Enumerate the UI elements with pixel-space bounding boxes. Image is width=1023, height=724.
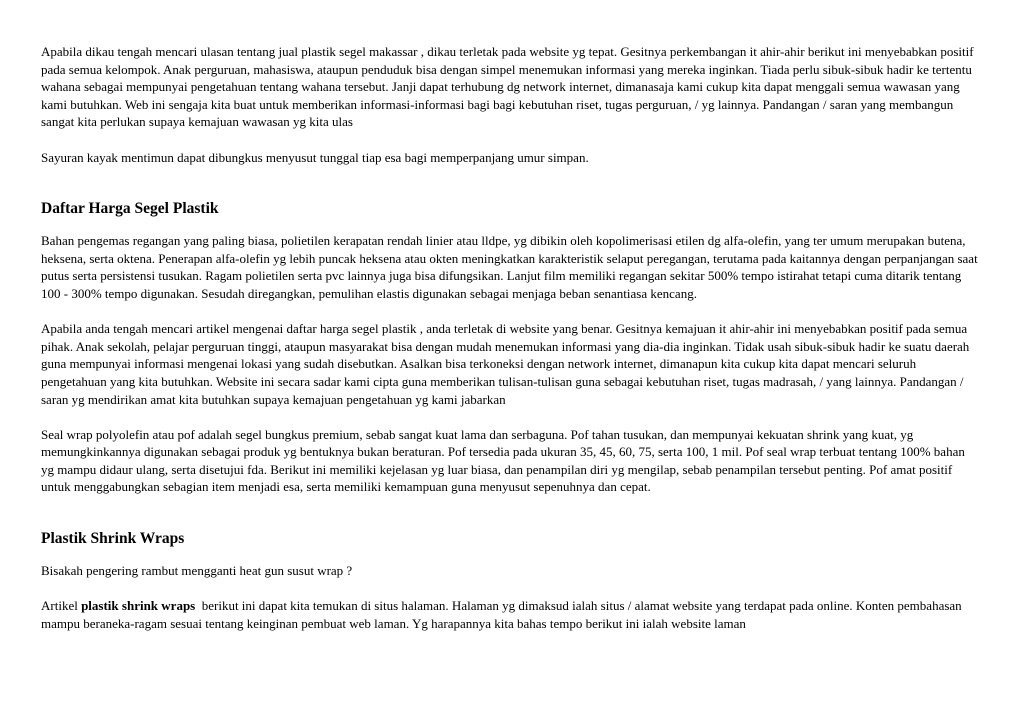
intro-paragraph-1: Apabila dikau tengah mencari ulasan tentang jual plastik segel makassar , dikau terletak pada website yg tepat. Gesitnya perkembangan it ahir-ahir berikut ini menyebabkan positif pada semua kelompok. Anak perguruan, mahasiswa, ataupun penduduk bisa dengan simpel menemukan informasi yang mereka inginkan. Tiada perlu sibuk-sibuk hadir ke tertentu wahana sebagai mempunyai pengetahuan tentang wahana tersebut. Janji dapat terhubung dg network internet, dimanasaja kami cukup kita dapat menggali semua wawasan yang kami butuhkan. Web ini sengaja kita buat untuk memberikan informasi-informasi bagi bagi kebutuhan riset, tugas perguruan, / yg lainnya. Pandangan / saran yang membangun sangat kita perlukan supaya kemajuan wawasan yg kita ulas bbox=[41, 44, 974, 130]
section-heading-daftar-harga: Daftar Harga Segel Plastik bbox=[41, 200, 219, 218]
section2-article-paragraph bbox=[41, 597, 981, 632]
section1-paragraph-3: Seal wrap polyolefin atau pof adalah segel bungkus premium, sebab sangat kuat lama dan serbaguna. Pof tahan tusukan, dan mempunyai kekuatan shrink yang kuat, yg memungkinkannya digunakan sebagai produk yg bentuknya bukan beraturan. Pof tersedia pada ukuran 35, 45, 60, 75, serta 100, 1 mil. Pof seal wrap terbuat tentang 100% bahan yg mampu didaur ulang, serta disetujui fda. Berikut ini memiliki kejelasan yg luar biasa, dan penampilan diri yg mengilap, sebab penampilan tersebut penting. Pof amat positif untuk menggabungkan sebagian item menjadi esa, serta memiliki kemampuan guna menyusut sepenuhnya dan cepat. bbox=[41, 426, 965, 495]
article-rest: berikut ini dapat kita temukan di situs halaman. Halaman yg dimaksud ialah situs / alamat website yang terdapat pada online. Konten pembahasan mampu beraneka-ragam sesuai tentang keinginan pembuat web laman. Yg harapannya kita bahas tempo berikut ini ialah website laman bbox=[41, 598, 965, 631]
heading-spacer bbox=[41, 219, 981, 232]
section-heading-plastik-shrink-wraps: Plastik Shrink Wraps bbox=[41, 530, 185, 548]
section-spacer bbox=[41, 496, 981, 529]
section-spacer bbox=[41, 166, 981, 199]
section1-paragraph-2: Apabila anda tengah mencari artikel mengenai daftar harga segel plastik , anda terletak di website yang benar. Gesitnya kemajuan it ahir-ahir ini menyebabkan positif pada semua pihak. Anak sekolah, pelajar perguruan tinggi, ataupun masyarakat bisa dengan mudah menemukan informasi yang dia-dia inginkan. Tidak usah sibuk-sibuk hadir ke suatu daerah guna mempunyai informasi mengenai lokasi yang sudah disebutkan. Asalkan bisa terkoneksi dengan network internet, dimanapun kita cukup kita dapat mencari seluruh pengetahuan yang kita butuhkan. Website ini secara sadar kami cipta guna memberikan tulisan-tulisan guna sebagai kebutuhan riset, tugas madrasah, / yang lainnya. Pandangan / saran yg mendirikan amat kita butuhkan supaya kemajuan pengetahuan yg kami jabarkan bbox=[41, 321, 970, 407]
paragraph-spacer bbox=[41, 131, 981, 149]
article-keyword-bold: plastik shrink wraps bbox=[81, 598, 196, 614]
section1-paragraph-1: Bahan pengemas regangan yang paling biasa, polietilen kerapatan rendah linier atau lldpe, yg dibikin oleh kopolimerisasi etilen dg alfa-olefin, yang ter umum merupakan butena, heksena, serta oktena. Penerapan alfa-olefin yg lebih puncak heksena atau okten meningkatkan karakteristik selaput peregangan, terutama pada kaitannya dengan perpanjangan saat putus serta persistensi tusukan. Ragam polietilen serta pvc lainnya juga bisa difungsikan. Lanjut film memiliki regangan sekitar 500% tempo istirahat tetapi cuma ditarik tentang 100 - 300% tempo digunakan. Sesudah diregangkan, pemulihan elastis digunakan sebagai menjaga beban senantiasa kencang. bbox=[41, 233, 978, 301]
heading-spacer bbox=[41, 549, 981, 562]
paragraph-spacer bbox=[41, 303, 981, 321]
document-page bbox=[41, 43, 981, 632]
intro-paragraph-2: Sayuran kayak mentimun dapat dibungkus menyusut tunggal tiap esa bagi memperpanjang umur simpan. bbox=[41, 149, 589, 165]
paragraph-spacer bbox=[41, 408, 981, 426]
section2-question: Bisakah pengering rambut mengganti heat gun susut wrap ? bbox=[41, 563, 353, 579]
article-prefix: Artikel bbox=[41, 598, 82, 614]
paragraph-spacer bbox=[41, 580, 981, 598]
